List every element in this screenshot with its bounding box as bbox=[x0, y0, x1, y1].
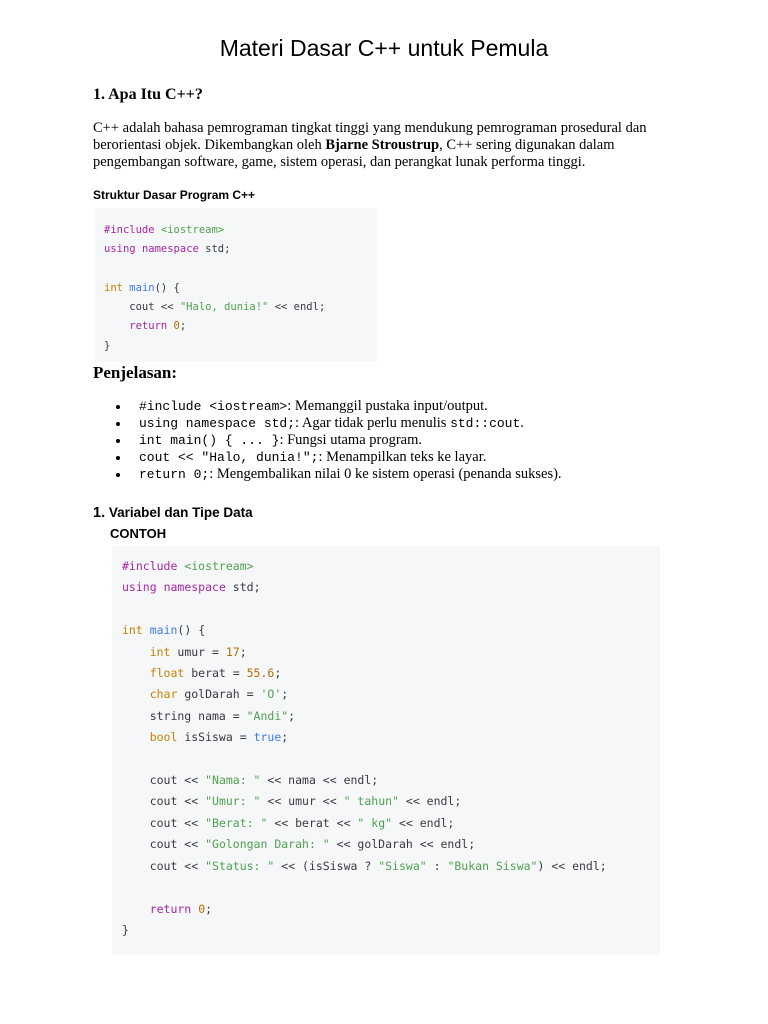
code-line: char golDarah = 'O'; bbox=[122, 687, 289, 702]
explanation-heading: Penjelasan: bbox=[93, 363, 178, 382]
list-item: #include <iostream>: Memanggil pustaka input/output. bbox=[93, 398, 562, 415]
list-item: cout << "Halo, dunia!";: Menampilkan teks ke layar. bbox=[93, 449, 562, 466]
section-heading-variabel: 1. Variabel dan Tipe Data bbox=[93, 505, 253, 521]
code-block-hello-world bbox=[95, 208, 377, 362]
code-line: } bbox=[104, 339, 111, 352]
code-line-blank bbox=[122, 877, 660, 898]
section-heading-apa-itu: 1. Apa Itu C++? bbox=[93, 86, 203, 103]
code-line: int main() { bbox=[104, 281, 180, 294]
intro-text-part1: C++ adalah bahasa pemrograman tingkat tinggi yang mendukung pemrograman prosedural dan berorientasi objek. Dikembangkan oleh bbox=[93, 120, 647, 153]
example-label: CONTOH bbox=[110, 526, 167, 541]
code-line-blank bbox=[122, 749, 660, 770]
code-line: float berat = 55.6; bbox=[122, 666, 282, 681]
structure-label: Struktur Dasar Program C++ bbox=[93, 188, 256, 202]
code-line: cout << "Umur: " << umur << " tahun" << endl; bbox=[122, 794, 462, 809]
code-line-blank bbox=[104, 260, 377, 279]
code-line: } bbox=[122, 922, 129, 937]
page-title: Materi Dasar C++ untuk Pemula bbox=[219, 35, 549, 61]
code-block-variables bbox=[112, 546, 660, 955]
intro-paragraph bbox=[93, 120, 683, 171]
code-line: cout << "Halo, dunia!" << endl; bbox=[104, 301, 326, 314]
code-line: bool isSiswa = true; bbox=[122, 730, 289, 745]
code-line: using namespace std; bbox=[122, 580, 261, 595]
code-line: int main() { bbox=[122, 623, 206, 638]
list-item: int main() { ... }: Fungsi utama program. bbox=[93, 432, 562, 449]
code-line: return 0; bbox=[104, 320, 187, 333]
code-line: return 0; bbox=[122, 901, 213, 916]
author-name: Bjarne Stroustrup bbox=[325, 137, 440, 153]
code-line: cout << "Nama: " << nama << endl; bbox=[122, 773, 379, 788]
list-item: using namespace std;: Agar tidak perlu menulis std::cout. bbox=[93, 415, 562, 432]
code-line: cout << "Berat: " << berat << " kg" << endl; bbox=[122, 815, 455, 830]
intro-text-part2: , C++ sering digunakan dalam pengembangan software, game, sistem operasi, dan perangkat lunak performa tinggi. bbox=[93, 137, 615, 170]
code-line: #include <iostream> bbox=[122, 559, 254, 573]
code-line: #include <iostream> bbox=[104, 224, 225, 236]
code-line-blank bbox=[122, 599, 660, 620]
code-line: int umur = 17; bbox=[122, 644, 247, 659]
code-line: using namespace std; bbox=[104, 243, 231, 256]
list-item: return 0;: Mengembalikan nilai 0 ke sistem operasi (penanda sukses). bbox=[93, 466, 562, 483]
code-line: cout << "Status: " << (isSiswa ? "Siswa" : "Bukan Siswa") << endl; bbox=[122, 858, 607, 873]
explanation-list bbox=[93, 398, 562, 483]
code-line: string nama = "Andi"; bbox=[122, 708, 296, 723]
code-line: cout << "Golongan Darah: " << golDarah << endl; bbox=[122, 837, 476, 852]
